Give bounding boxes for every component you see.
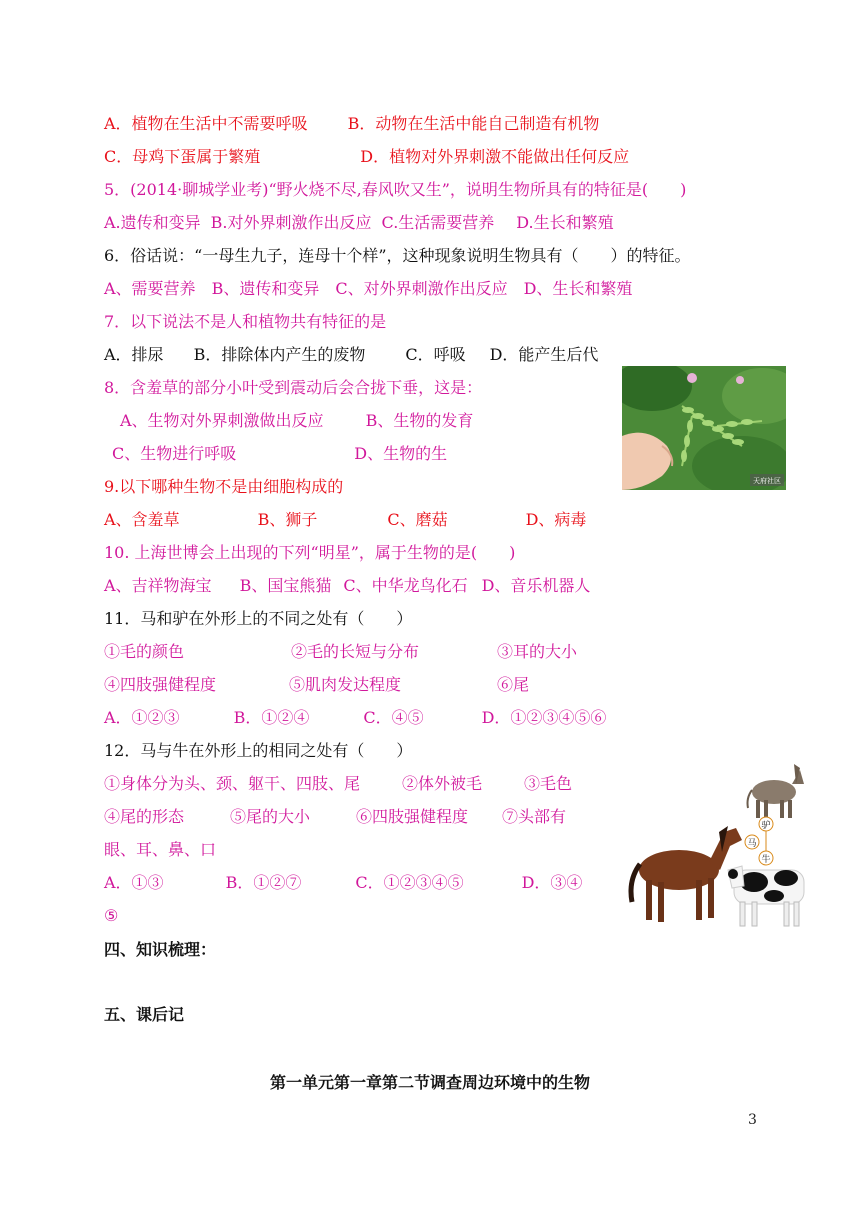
q12-item-5: ⑤尾的大小 — [230, 807, 311, 826]
horse-figure — [631, 826, 742, 922]
q12-item-7: ⑦头部有 — [502, 807, 567, 826]
q10-option-d: D、音乐机器人 — [481, 576, 591, 595]
q10-option-b: B、国宝熊猫 — [239, 576, 332, 595]
q6-option-a: A、需要营养 — [104, 279, 196, 298]
q12-option-a: A．①③ — [104, 873, 164, 892]
donkey-figure — [748, 764, 805, 818]
q8-options-ab — [120, 411, 473, 431]
q12-options — [104, 873, 582, 893]
q4-options-cd — [104, 147, 629, 167]
q10-options — [104, 576, 590, 596]
donkey-label: 驴 — [761, 821, 771, 831]
q12-item-1: ①身体分为头、颈、躯干、四肢、尾 — [104, 774, 361, 793]
q11-item-2: ②毛的长短与分布 — [291, 642, 420, 661]
q5-option-c: C.生活需要营养 — [381, 213, 495, 232]
q4-option-c: C．母鸡下蛋属于繁殖 — [104, 147, 261, 166]
q11-item-5: ⑤肌肉发达程度 — [289, 675, 402, 694]
q12-items-row1 — [104, 774, 572, 794]
q6-option-d: D、生长和繁殖 — [523, 279, 633, 298]
page-number: 3 — [748, 1112, 757, 1128]
q11-item-3: ③耳的大小 — [497, 642, 578, 661]
q4-option-a: A．植物在生活中不需要呼吸 — [104, 114, 308, 133]
q9-option-d: D、病毒 — [525, 510, 587, 529]
q11-items-row1 — [104, 642, 577, 662]
q6-option-b: B、遗传和变异 — [211, 279, 320, 298]
q6-option-c: C、对外界刺激作出反应 — [335, 279, 508, 298]
q12-option-d: D．③④ — [521, 873, 583, 892]
q12-item-4: ④尾的形态 — [104, 807, 185, 826]
mimosa-illustration — [622, 366, 786, 490]
q8-stem: 8．含羞草的部分小叶受到震动后会合拢下垂，这是： — [104, 378, 483, 397]
q7-stem: 7．以下说法不是人和植物共有特征的是 — [104, 312, 387, 331]
q12-stem: 12．马与牛在外形上的相同之处有（ ） — [104, 741, 413, 760]
q6-options — [104, 279, 632, 299]
q11-item-1: ①毛的颜色 — [104, 642, 185, 661]
q7-option-d: D．能产生后代 — [489, 345, 599, 364]
q7-option-a: A．排尿 — [104, 345, 164, 364]
q5-stem: 5．(2014·聊城学业考)“野火烧不尽,春风吹又生”，说明生物所具有的特征是( ) — [104, 180, 687, 199]
q11-option-b: B．①②④ — [233, 708, 310, 727]
q9-stem: 9.以下哪种生物不是由细胞构成的 — [104, 477, 344, 496]
q12-options-wrap: ⑤ — [104, 906, 119, 925]
q11-stem: 11．马和驴在外形上的不同之处有（ ） — [104, 609, 413, 628]
q9-option-b: B、狮子 — [257, 510, 318, 529]
q9-options — [104, 510, 586, 530]
q12-items-row3: 眼、耳、鼻、口 — [104, 840, 217, 859]
q12-option-c: C．①②③④⑤ — [355, 873, 464, 892]
q8-option-b: B、生物的发育 — [365, 411, 474, 430]
q12-item-2: ②体外被毛 — [402, 774, 483, 793]
q5-options — [104, 213, 614, 233]
q4-option-b: B．动物在生活中能自己制造有机物 — [347, 114, 600, 133]
mimosa-photo — [622, 366, 786, 490]
q5-option-a: A.遗传和变异 — [104, 213, 201, 232]
q11-options — [104, 708, 606, 728]
mimosa-watermark: 天府社区 — [753, 477, 781, 485]
q10-option-c: C、中华龙鸟化石 — [343, 576, 468, 595]
q11-option-d: D．①②③④⑤⑥ — [481, 708, 607, 727]
q11-option-c: C．④⑤ — [363, 708, 424, 727]
q11-item-4: ④四肢强健程度 — [104, 675, 217, 694]
q4-options-ab — [104, 114, 599, 134]
q7-option-b: B．排除体内产生的废物 — [193, 345, 366, 364]
cow-figure — [728, 866, 804, 926]
section-knowledge-review: 四、知识梳理： — [104, 940, 217, 959]
q8-option-d: D、生物的生 — [354, 444, 448, 463]
q4-option-d: D．植物对外界刺激不能做出任何反应 — [360, 147, 630, 166]
q12-item-3: ③毛色 — [524, 774, 573, 793]
q11-items-row2 — [104, 675, 529, 695]
q12-items-row2 — [104, 807, 566, 827]
q11-option-a: A．①②③ — [104, 708, 180, 727]
q5-option-b: B.对外界刺激作出反应 — [210, 213, 372, 232]
q8-option-a: A、生物对外界刺激做出反应 — [120, 411, 324, 430]
q6-stem: 6．俗话说：“一母生九子，连母十个样”，这种现象说明生物具有（ ）的特征。 — [104, 246, 691, 265]
q12-option-b: B．①②⑦ — [225, 873, 302, 892]
q8-options-cd — [112, 444, 447, 464]
q5-option-d: D.生长和繁殖 — [516, 213, 614, 232]
q7-options — [104, 345, 598, 365]
q9-option-c: C、磨菇 — [387, 510, 448, 529]
q10-option-a: A、吉祥物海宝 — [104, 576, 212, 595]
q12-item-6: ⑥四肢强健程度 — [356, 807, 469, 826]
q8-option-c: C、生物进行呼吸 — [112, 444, 237, 463]
chapter-title: 第一单元第一章第二节调查周边环境中的生物 — [269, 1073, 590, 1092]
q9-option-a: A、含羞草 — [104, 510, 180, 529]
horse-label: 马 — [747, 839, 757, 849]
q11-item-6: ⑥尾 — [497, 675, 530, 694]
cow-label: 牛 — [761, 855, 771, 865]
q7-option-c: C．呼吸 — [405, 345, 466, 364]
horse-donkey-cow-illustration — [624, 762, 816, 932]
q10-stem: 10. 上海世博会上出现的下列“明星”，属于生物的是( ) — [104, 543, 516, 562]
section-after-class-notes: 五、课后记 — [104, 1005, 185, 1024]
